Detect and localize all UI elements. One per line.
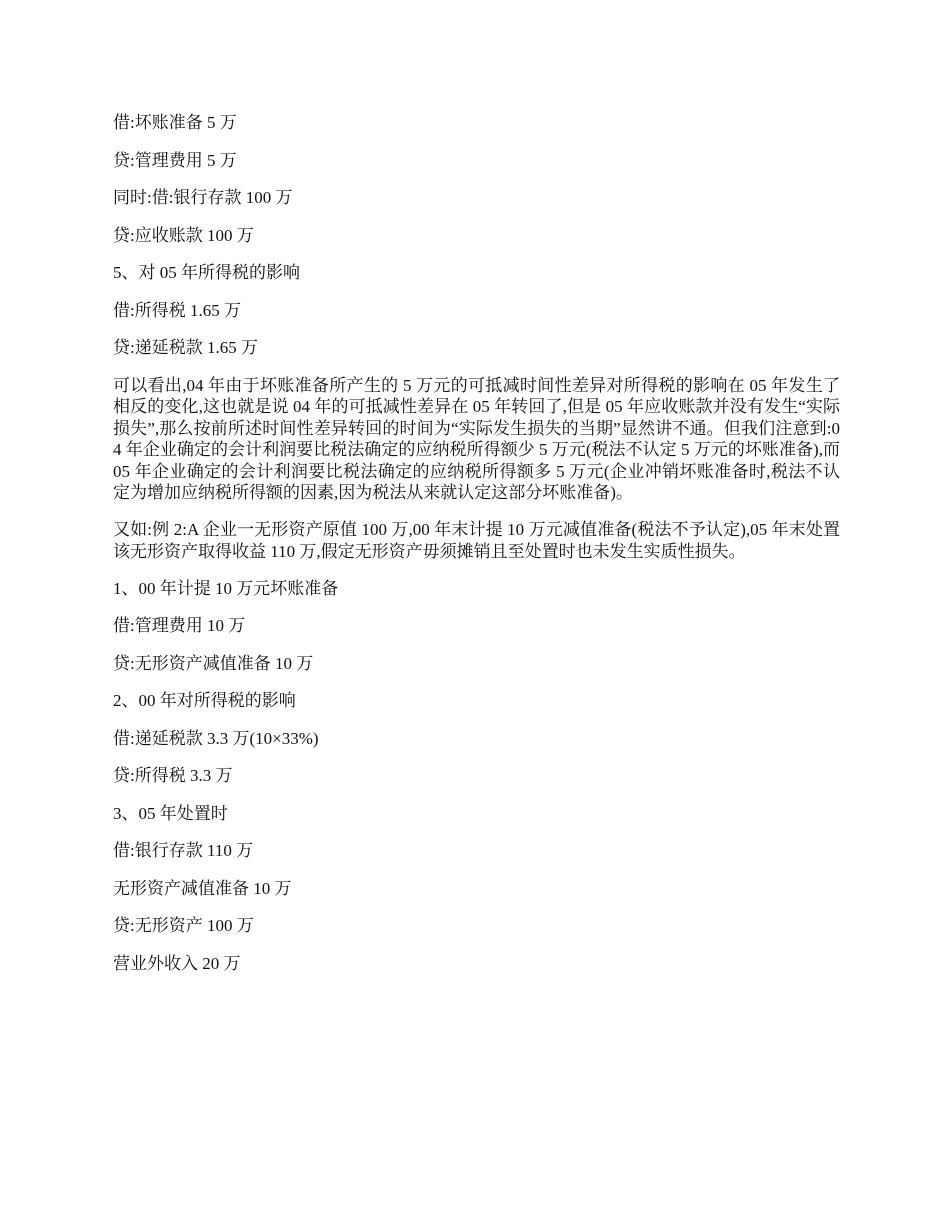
paragraph-non-operating-income: 营业外收入 20 万: [113, 953, 241, 973]
paragraph-impairment-reserve-10: 无形资产减值准备 10 万: [113, 878, 292, 898]
paragraph-credit-impairment-reserve: 贷:无形资产减值准备 10 万: [113, 653, 314, 673]
paragraph-debit-deferred-tax: 借:递延税款 3.3 万(10×33%): [113, 728, 319, 748]
paragraph-credit-admin-expense: 贷:管理费用 5 万: [113, 150, 237, 170]
document-page: [113, 112, 840, 990]
paragraph-heading-00-tax-impact: 2、00 年对所得税的影响: [113, 691, 296, 710]
paragraph-credit-receivables: 贷:应收账款 100 万: [113, 225, 254, 245]
paragraph-debit-bank-110: 借:银行存款 110 万: [113, 841, 254, 860]
paragraph-debit-bank-deposit: 同时:借:银行存款 100 万: [113, 188, 293, 207]
paragraph-example-2: 又如:例 2:A 企业一无形资产原值 100 万,00 年末计提 10 万元减值准备(税法不予认定),05 年末处置该无形资产取得收益 110 万,假定无形资产毋须摊销且至处置时也未发生实质性损失。: [113, 520, 840, 561]
paragraph-debit-admin-expense: 借:管理费用 10 万: [113, 616, 246, 635]
paragraph-credit-deferred-tax: 贷:递延税款 1.65 万: [113, 338, 258, 357]
paragraph-heading-05-disposal: 3、05 年处置时: [113, 803, 228, 823]
paragraph-analysis: 可以看出,04 年由于坏账准备所产生的 5 万元的可抵减时间性差异对所得税的影响在 05 年发生了相反的变化,这也就是说 04 年的可抵减性差异在 05 年转回了,但是 05 年应收账款并没有发生“实际损失”,那么按前所述时间性差异转回的时间为“实际发生损失的当期”显然讲不通。但我们注意到:04 年企业确定的会计利润要比税法确定的应纳税所得额少 5 万元(税法不认定 5 万元的坏账准备),而 05 年企业确定的会计利润要比税法确定的应纳税所得额多 5 万元(企业冲销坏账准备时,税法不认定为增加应纳税所得额的因素,因为税法从来就认定这部分坏账准备)。: [113, 375, 840, 502]
paragraph-heading-05-tax-impact: 5、对 05 年所得税的影响: [113, 263, 300, 282]
paragraph-debit-income-tax: 借:所得税 1.65 万: [113, 300, 241, 320]
paragraph-credit-income-tax: 贷:所得税 3.3 万: [113, 766, 233, 785]
paragraph-heading-00-provision: 1、00 年计提 10 万元坏账准备: [113, 578, 339, 598]
paragraph-credit-intangible-assets: 贷:无形资产 100 万: [113, 916, 254, 935]
paragraph-debit-bad-debt-reserve: 借:坏账准备 5 万: [113, 113, 237, 132]
